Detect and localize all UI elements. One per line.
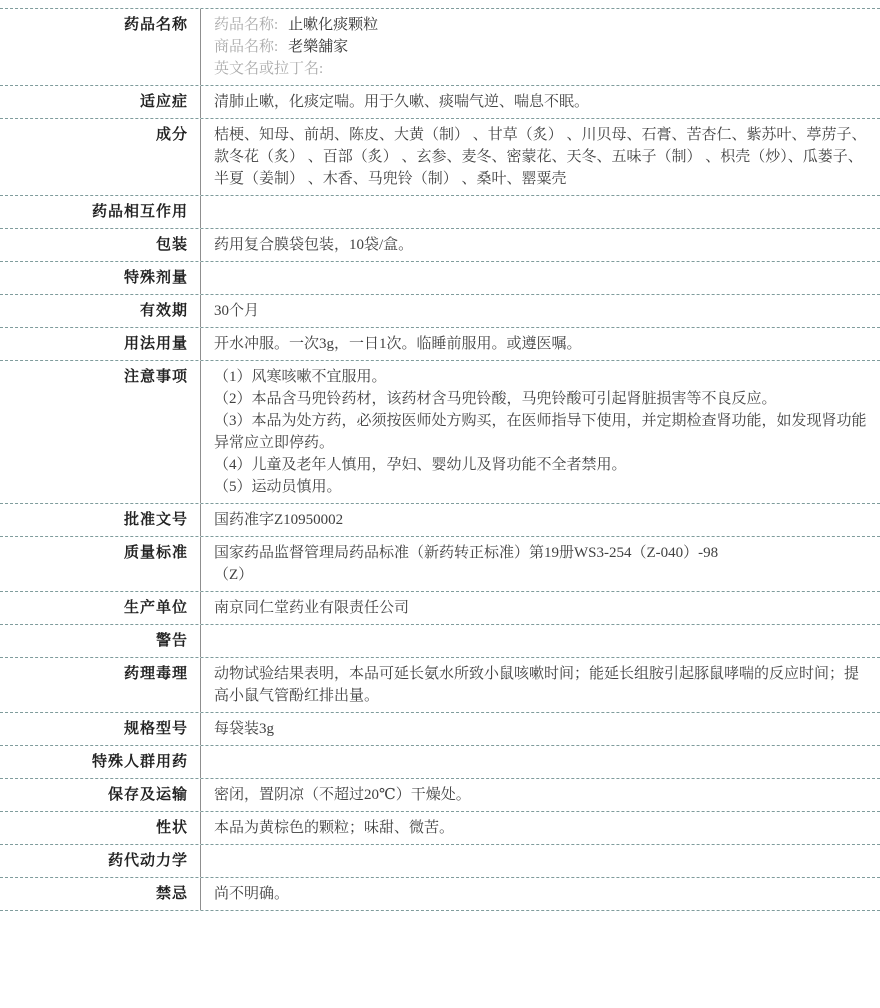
row-value	[201, 537, 880, 591]
row-value	[201, 746, 880, 778]
value-line: （Z）	[214, 567, 254, 583]
row-label: 包装	[0, 229, 201, 261]
row-value: 尚不明确。	[214, 886, 290, 902]
name-line	[214, 14, 870, 36]
table-row	[0, 119, 880, 196]
row-value: 30个月	[214, 303, 260, 319]
row-label: 药品名称	[0, 9, 201, 85]
table-row	[0, 361, 880, 504]
row-value: 国药准字Z10950002	[214, 512, 344, 528]
value-line: （5）运动员慎用。	[214, 479, 342, 495]
table-row	[0, 779, 880, 812]
table-row	[0, 262, 880, 295]
row-value	[201, 845, 880, 877]
row-value: 开水冲服。一次3g，一日1次。临睡前服用。或遵医嘱。	[214, 336, 582, 352]
row-value: 桔梗、知母、前胡、陈皮、大黄（制） 、甘草（炙） 、川贝母、石膏、苦杏仁、紫苏叶、葶苈子、款冬花（炙） 、百部（炙） 、玄参、麦冬、密蒙花、天冬、五味子（制） 、枳壳（炒）、瓜蒌子、半夏（姜制） 、木香、马兜铃（制） 、桑叶、罂粟壳	[214, 127, 867, 187]
table-row	[0, 229, 880, 262]
table-row	[0, 196, 880, 229]
row-label: 药品相互作用	[0, 196, 201, 228]
row-label: 注意事项	[0, 361, 201, 503]
table-row	[0, 86, 880, 119]
table-row	[0, 9, 880, 86]
row-value: 动物试验结果表明，本品可延长氨水所致小鼠咳嗽时间；能延长组胺引起豚鼠哮喘的反应时间；提高小鼠气管酚红排出量。	[214, 666, 860, 704]
table-row	[0, 812, 880, 845]
row-value: 南京同仁堂药业有限责任公司	[214, 600, 410, 616]
table-row	[0, 592, 880, 625]
row-label: 警告	[0, 625, 201, 657]
row-label: 药理毒理	[0, 658, 201, 712]
row-label: 生产单位	[0, 592, 201, 624]
row-label: 特殊人群用药	[0, 746, 201, 778]
name-value: 老樂舖家	[288, 39, 349, 55]
row-value	[201, 625, 880, 657]
row-label: 规格型号	[0, 713, 201, 745]
row-value	[201, 361, 880, 503]
row-value: 清肺止嗽，化痰定喘。用于久嗽、痰喘气逆、喘息不眠。	[214, 94, 590, 110]
table-row	[0, 878, 880, 911]
value-line: （1）风寒咳嗽不宜服用。	[214, 369, 387, 385]
row-value	[201, 262, 880, 294]
row-value	[201, 9, 880, 85]
row-label: 成分	[0, 119, 201, 195]
table-row	[0, 713, 880, 746]
row-label: 保存及运输	[0, 779, 201, 811]
name-key: 药品名称:	[214, 17, 279, 33]
row-label: 质量标准	[0, 537, 201, 591]
table-row	[0, 328, 880, 361]
row-value: 本品为黄棕色的颗粒；味甜、微苦。	[214, 820, 455, 836]
row-label: 药代动力学	[0, 845, 201, 877]
name-value: 止嗽化痰颗粒	[288, 17, 379, 33]
value-line: （4）儿童及老年人慎用，孕妇、婴幼儿及肾功能不全者禁用。	[214, 457, 627, 473]
row-label: 性状	[0, 812, 201, 844]
name-line	[214, 36, 870, 58]
name-key: 英文名或拉丁名:	[214, 61, 324, 77]
row-value: 每袋装3g	[214, 721, 275, 737]
value-line: （2）本品含马兜铃药材，该药材含马兜铃酸，马兜铃酸可引起肾脏损害等不良反应。	[214, 391, 777, 407]
name-line	[214, 58, 870, 80]
table-row	[0, 504, 880, 537]
row-label: 批准文号	[0, 504, 201, 536]
value-line: （3）本品为处方药，必须按医师处方购买，在医师指导下使用，并定期检查肾功能，如发现肾功能异常应立即停药。	[214, 413, 867, 451]
row-label: 有效期	[0, 295, 201, 327]
drug-info-table	[0, 8, 880, 911]
row-value	[201, 196, 880, 228]
row-value: 密闭，置阴凉（不超过20℃）干燥处。	[214, 787, 471, 803]
table-row	[0, 295, 880, 328]
row-label: 禁忌	[0, 878, 201, 910]
value-line: 国家药品监督管理局药品标准（新药转正标准）第19册WS3-254（Z-040）-98	[214, 545, 719, 561]
table-row	[0, 746, 880, 779]
table-row	[0, 537, 880, 592]
row-label: 用法用量	[0, 328, 201, 360]
row-value: 药用复合膜袋包装，10袋/盒。	[214, 237, 414, 253]
row-label: 特殊剂量	[0, 262, 201, 294]
table-row	[0, 658, 880, 713]
table-row	[0, 625, 880, 658]
row-label: 适应症	[0, 86, 201, 118]
name-key: 商品名称:	[214, 39, 279, 55]
table-row	[0, 845, 880, 878]
